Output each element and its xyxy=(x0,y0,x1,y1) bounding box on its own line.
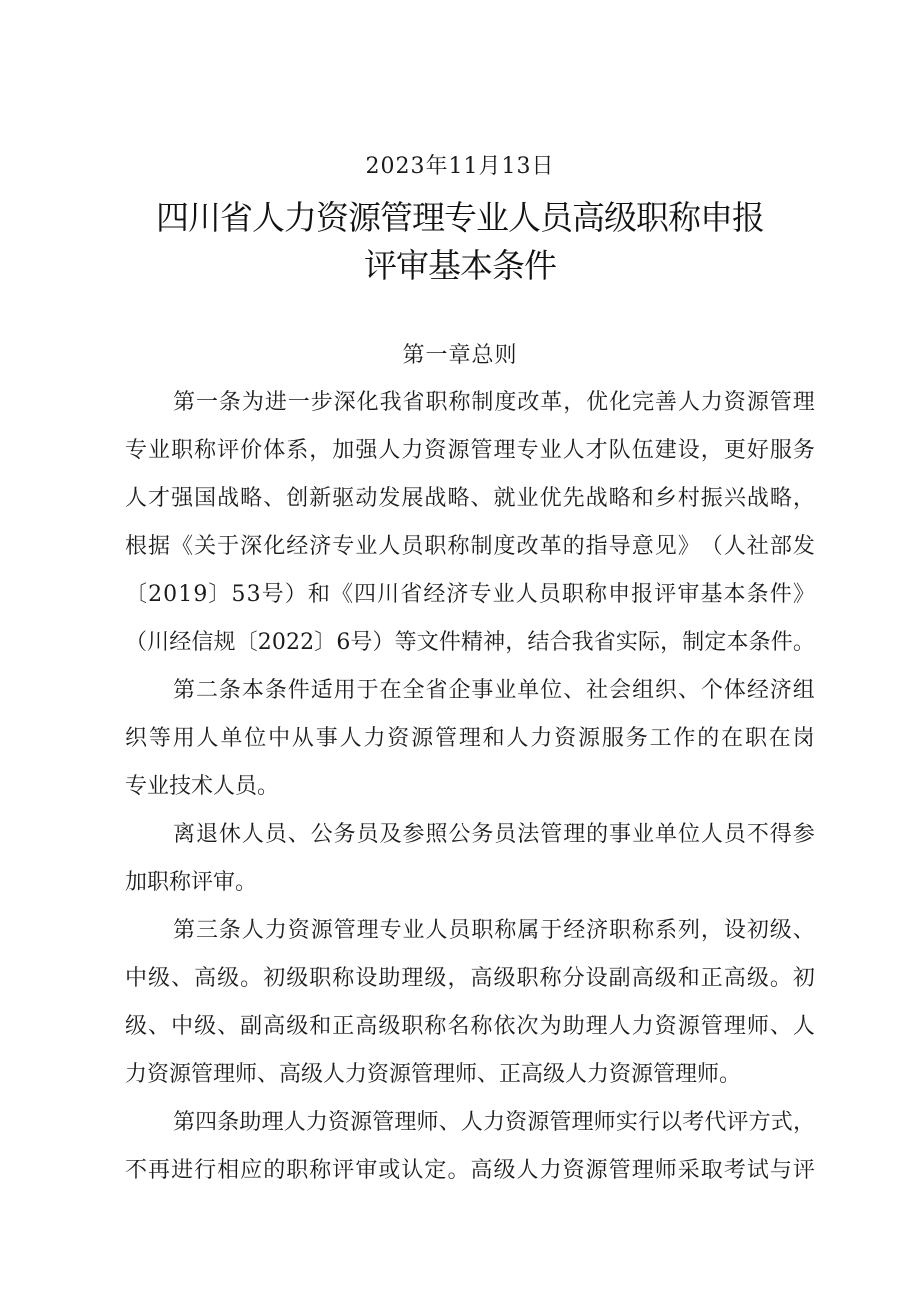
body-line: 第 三 条 人 力 资 源 管 理 专 业 人 员 职 称 属 于 经 济 职 称 系 列 ， 设 初 级 、 xyxy=(173,918,815,943)
body-line: 织 等 用 人 单 位 中 从 事 人 力 资 源 管 理 和 人 力 资 源 服 务 工 作 的 在 职 在 岗 xyxy=(125,726,815,751)
body-line: 根 据 《 关 于 深 化 经 济 专 业 人 员 职 称 制 度 改 革 的 指 导 意 见 》 （ 人 社 部 发 xyxy=(125,534,815,559)
document-title-line-1: 四川省人力资源管理专业人员高级职称申报 xyxy=(156,198,764,237)
body-line: 专 业 职 称 评 价 体 系 ， 加 强 人 力 资 源 管 理 专 业 人 才 队 伍 建 设 ， 更 好 服 务 xyxy=(125,438,815,463)
document-date: 2023年11月13日 xyxy=(365,154,555,179)
chapter-heading: 第一章总则 xyxy=(402,343,518,368)
body-line: 第 一 条 为 进 一 步 深 化 我 省 职 称 制 度 改 革 ， 优 化 完 善 人 力 资 源 管 理 xyxy=(173,390,815,415)
body-line: 加职称评审。 xyxy=(125,870,258,895)
body-line: 离 退 休 人 员 、 公 务 员 及 参 照 公 务 员 法 管 理 的 事 业 单 位 人 员 不 得 参 xyxy=(173,822,815,847)
body-line: 中 级 、 高 级 。 初 级 职 称 设 助 理 级 ， 高 级 职 称 分 设 副 高 级 和 正 高 级 。 初 xyxy=(125,966,815,991)
body-line: 人 才 强 国 战 略 、 创 新 驱 动 发 展 战 略 、 就 业 优 先 战 略 和 乡 村 振 兴 战 略 ， xyxy=(125,486,815,511)
body-line: 〔 2 0 1 9 〕 5 3 号 ） 和 《 四 川 省 经 济 专 业 人 员 职 称 申 报 评 审 基 本 条 件 》 xyxy=(125,582,815,607)
body-line: （ 川 经 信 规 〔 2 0 2 2 〕 6 号 ） 等 文 件 精 神 ， 结 合 我 省 实 际 ， 制 定 本 条 件 。 xyxy=(125,630,815,655)
body-line: 专业技术人员。 xyxy=(125,774,280,799)
body-line: 第 二 条 本 条 件 适 用 于 在 全 省 企 事 业 单 位 、 社 会 组 织 、 个 体 经 济 组 xyxy=(173,678,815,703)
body-line: 力资源管理师、高级人力资源管理师、正高级人力资源管理师。 xyxy=(125,1062,742,1087)
document-title-line-2: 评审基本条件 xyxy=(364,246,556,285)
body-line: 第 四 条 助 理 人 力 资 源 管 理 师 、 人 力 资 源 管 理 师 实 行 以 考 代 评 方 式 ， xyxy=(173,1110,815,1135)
body-line: 级 、 中 级 、 副 高 级 和 正 高 级 职 称 名 称 依 次 为 助 理 人 力 资 源 管 理 师 、 人 xyxy=(125,1014,815,1039)
body-line: 不 再 进 行 相 应 的 职 称 评 审 或 认 定 。 高 级 人 力 资 源 管 理 师 采 取 考 试 与 评 xyxy=(125,1158,815,1183)
